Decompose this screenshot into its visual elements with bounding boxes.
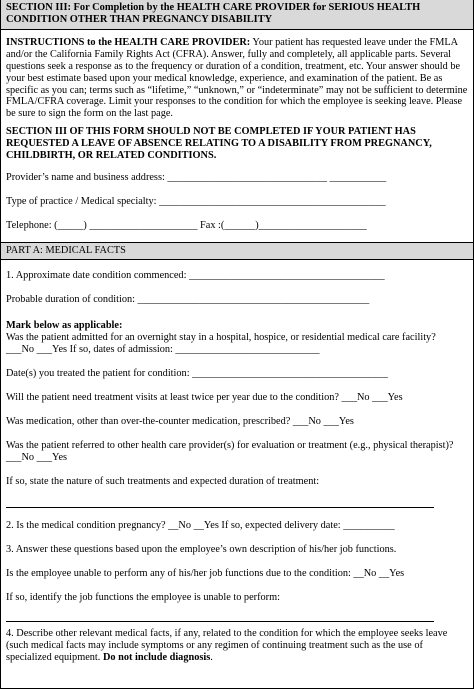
- instructions-text: Your patient has requested leave under the FMLA and/or the California Family Rights Act (CFRA). Answer, fully and completely, all applicable parts. Several questions seek a response as to the frequency or duration of a condition, treatment, etc. Your answer should be your best estimate based upon your medical knowledge, experience, and examination of the patient. Be as specific as you can; terms such as “lifetime,” “unknown,” or “indeterminate” may not be sufficient to determine FMLA/CFRA coverage. Limit your responses to the condition for which the employee is seeking leave. Please be sure to sign the form on the last page.: [6, 37, 468, 120]
- dates-treated-field[interactable]: Date(s) you treated the patient for condition: ______________________________________: [6, 368, 388, 380]
- section-iii-title: SECTION III: For Completion by the HEALTH CARE PROVIDER for SERIOUS HEALTH CONDITION OTHER THAN PREGNANCY DISABILITY: [6, 2, 421, 26]
- part-a-header: [1, 242, 473, 260]
- other-medical-facts-question: [6, 628, 468, 663]
- referral-question: Was the patient referred to other health care provider(s) for evaluation or treatment (e.g., physical therapist)?: [6, 440, 454, 452]
- identify-functions-prompt: If so, identify the job functions the employee is unable to perform:: [6, 592, 280, 604]
- provider-name-field[interactable]: Provider’s name and business address: _______________________________ ___________: [6, 172, 387, 184]
- treatment-nature-prompt: If so, state the nature of such treatments and expected duration of treatment:: [6, 476, 320, 488]
- q4-end: .: [210, 651, 213, 663]
- q4-text: 4. Describe other relevant medical facts, if any, related to the condition for which the employee seeks leave (such medical facts may include symptoms or any regimen of continuing treatment such as the use of specialized equipment.: [6, 628, 448, 663]
- identify-functions-line[interactable]: [6, 620, 434, 622]
- telephone-fax-field[interactable]: Telephone: (_____) _____________________ Fax :(______)_____________________: [6, 220, 367, 232]
- probable-duration-field[interactable]: Probable duration of condition: _____________________________________________: [6, 294, 370, 306]
- q4-bold: Do not include diagnosis: [102, 651, 211, 663]
- section-iii-header: [1, 0, 473, 30]
- practice-specialty-field[interactable]: Type of practice / Medical specialty: ____________________________________________: [6, 196, 386, 208]
- medication-question[interactable]: Was medication, other than over-the-counter medication, prescribed? ___No ___Yes: [6, 416, 354, 428]
- overnight-stay-answer[interactable]: ___No ___Yes If so, dates of admission: ____________________________: [6, 344, 320, 356]
- mark-applicable-heading: Mark below as applicable:: [6, 320, 123, 332]
- unable-to-perform-question[interactable]: Is the employee unable to perform any of his/her job functions due to the condition: __No __Yes: [6, 568, 405, 580]
- part-a-title: PART A: MEDICAL FACTS: [6, 245, 126, 257]
- treatment-nature-line[interactable]: [6, 506, 434, 508]
- date-commenced-field[interactable]: 1. Approximate date condition commenced: ______________________________________: [6, 270, 385, 282]
- job-functions-instruction: 3. Answer these questions based upon the employee’s own description of his/her job functions.: [6, 544, 397, 556]
- instructions-label: INSTRUCTIONS to the HEALTH CARE PROVIDER:: [6, 37, 251, 49]
- referral-answer[interactable]: ___No ___Yes: [6, 452, 68, 464]
- pregnancy-warning: SECTION III OF THIS FORM SHOULD NOT BE COMPLETED IF YOUR PATIENT HAS REQUESTED A LEAVE OF ABSENCE RELATING TO A DISABILITY FROM PREGNANCY, CHILDBIRTH, OR RELATED CONDITIONS.: [6, 125, 432, 161]
- overnight-stay-question: Was the patient admitted for an overnight stay in a hospital, hospice, or residential medical care facility?: [6, 332, 436, 344]
- pregnancy-question[interactable]: 2. Is the medical condition pregnancy? __No __Yes If so, expected delivery date: __________: [6, 520, 395, 532]
- instructions-paragraph: [6, 37, 468, 120]
- treatment-visits-question[interactable]: Will the patient need treatment visits at least twice per year due to the condition? ___No ___Yes: [6, 392, 403, 404]
